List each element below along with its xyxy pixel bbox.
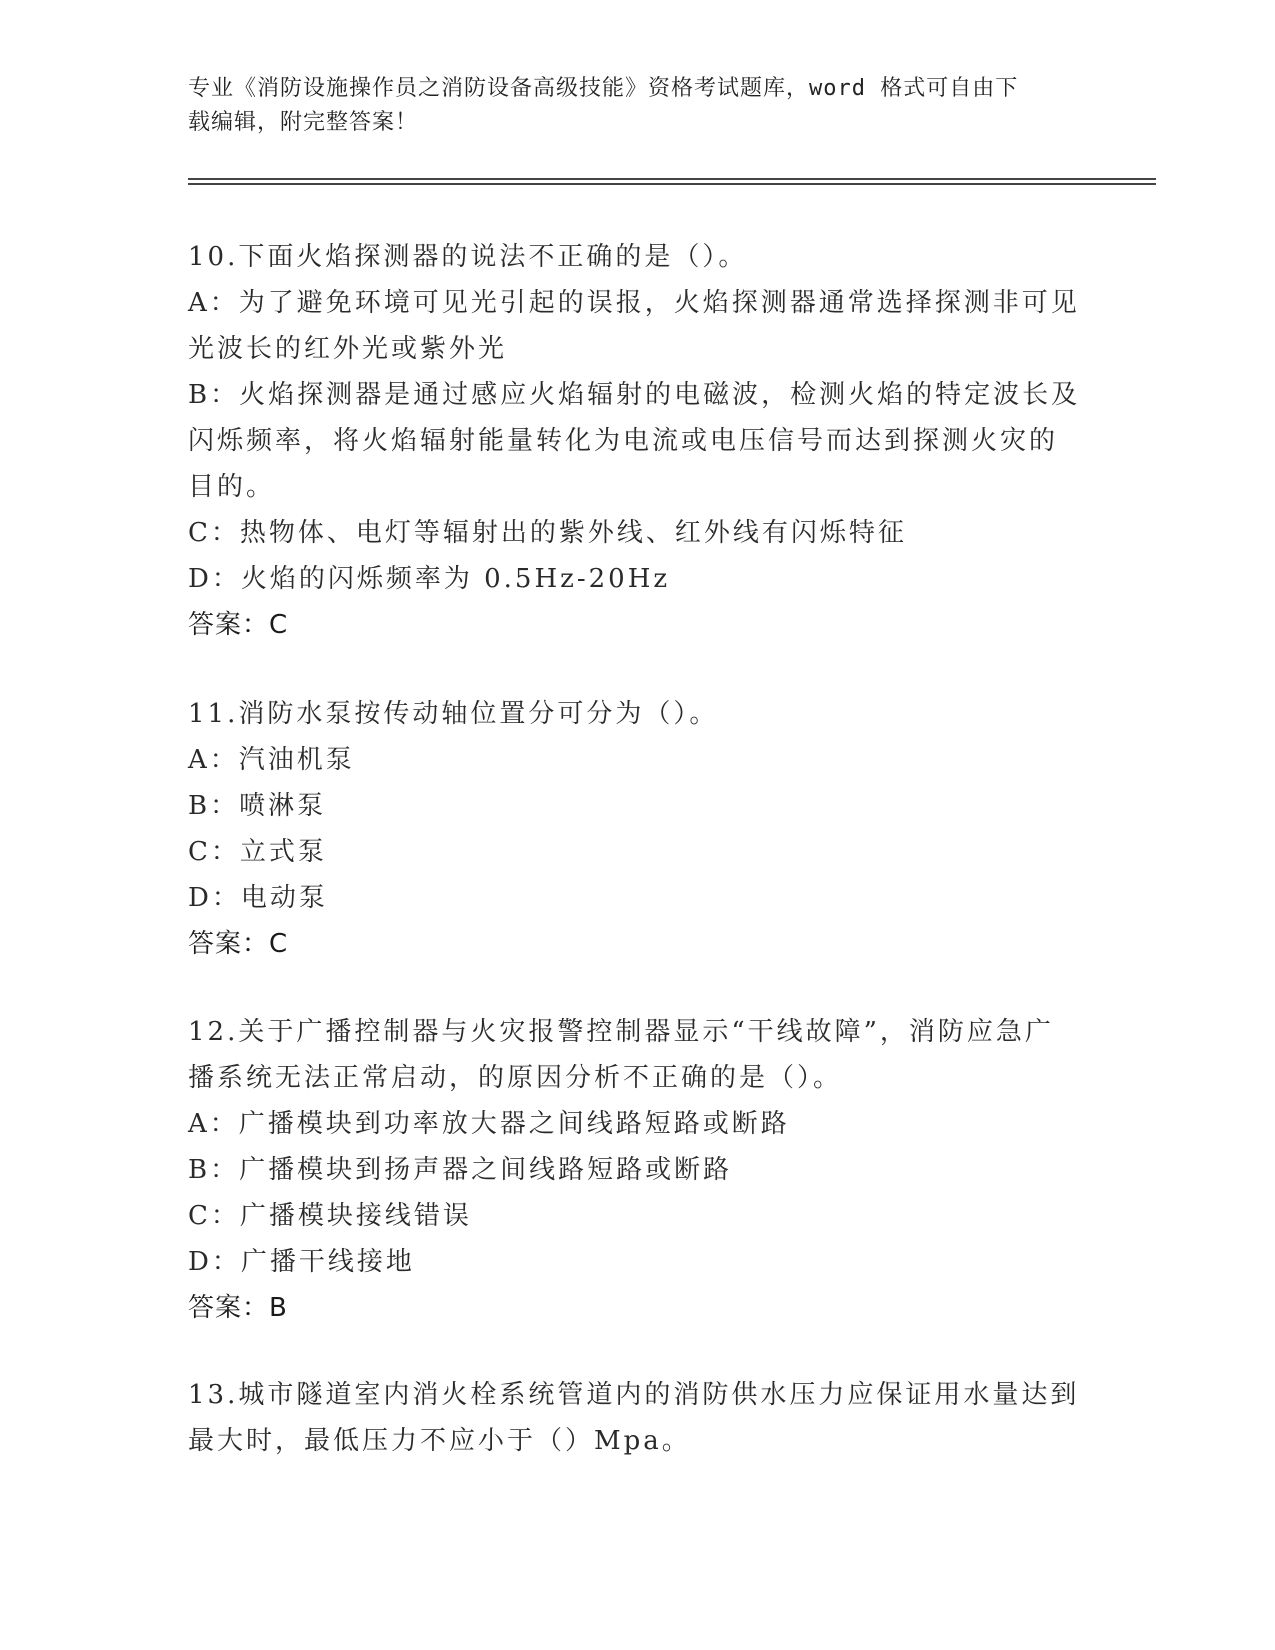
header-line-1: 专业《消防设施操作员之消防设备高级技能》资格考试题库，word 格式可自由下 <box>188 76 1019 101</box>
option-c: C：热物体、电灯等辐射出的紫外线、红外线有闪烁特征 <box>188 518 907 548</box>
question-10 <box>188 234 1088 648</box>
answer-label: 答案：B <box>188 1293 288 1323</box>
question-stem-continued: 最大时，最低压力不应小于（）Mpa。 <box>188 1426 691 1456</box>
question-12 <box>188 1009 1088 1331</box>
option-d: D：广播干线接地 <box>188 1247 415 1277</box>
answer-label: 答案：C <box>188 929 289 959</box>
option-a: A：广播模块到功率放大器之间线路短路或断路 <box>188 1109 790 1139</box>
question-stem: 13.城市隧道室内消火栓系统管道内的消防供水压力应保证用水量达到 <box>188 1380 1080 1410</box>
question-stem: 10.下面火焰探测器的说法不正确的是（）。 <box>188 242 748 272</box>
question-stem: 12.关于广播控制器与火灾报警控制器显示“干线故障”，消防应急广 <box>188 1017 1054 1047</box>
option-b-continued: 闪烁频率，将火焰辐射能量转化为电流或电压信号而达到探测火灾的 <box>188 426 1059 456</box>
option-d: D：电动泵 <box>188 883 328 913</box>
document-header <box>188 72 1078 140</box>
question-stem: 11.消防水泵按传动轴位置分可分为（）。 <box>188 699 719 729</box>
option-b: B：广播模块到扬声器之间线路短路或断路 <box>188 1155 733 1185</box>
option-b: B：喷淋泵 <box>188 791 327 821</box>
option-a-continued: 光波长的红外光或紫外光 <box>188 334 508 364</box>
question-stem-continued: 播系统无法正常启动，的原因分析不正确的是（）。 <box>188 1063 843 1093</box>
option-a: A：为了避免环境可见光引起的误报，火焰探测器通常选择探测非可见 <box>188 288 1080 318</box>
option-a: A：汽油机泵 <box>188 745 355 775</box>
option-c: C：广播模块接线错误 <box>188 1201 472 1231</box>
header-divider-top <box>188 178 1156 180</box>
header-divider-bottom <box>188 183 1156 185</box>
option-c: C：立式泵 <box>188 837 327 867</box>
header-line-2: 载编辑，附完整答案！ <box>188 110 419 135</box>
question-11 <box>188 691 1088 967</box>
option-b-continued: 目的。 <box>188 472 276 502</box>
option-b: B：火焰探测器是通过感应火焰辐射的电磁波，检测火焰的特定波长及 <box>188 380 1081 410</box>
question-13 <box>188 1372 1088 1464</box>
answer-label: 答案：C <box>188 610 289 640</box>
option-d: D：火焰的闪烁频率为 0.5Hz-20Hz <box>188 564 671 594</box>
